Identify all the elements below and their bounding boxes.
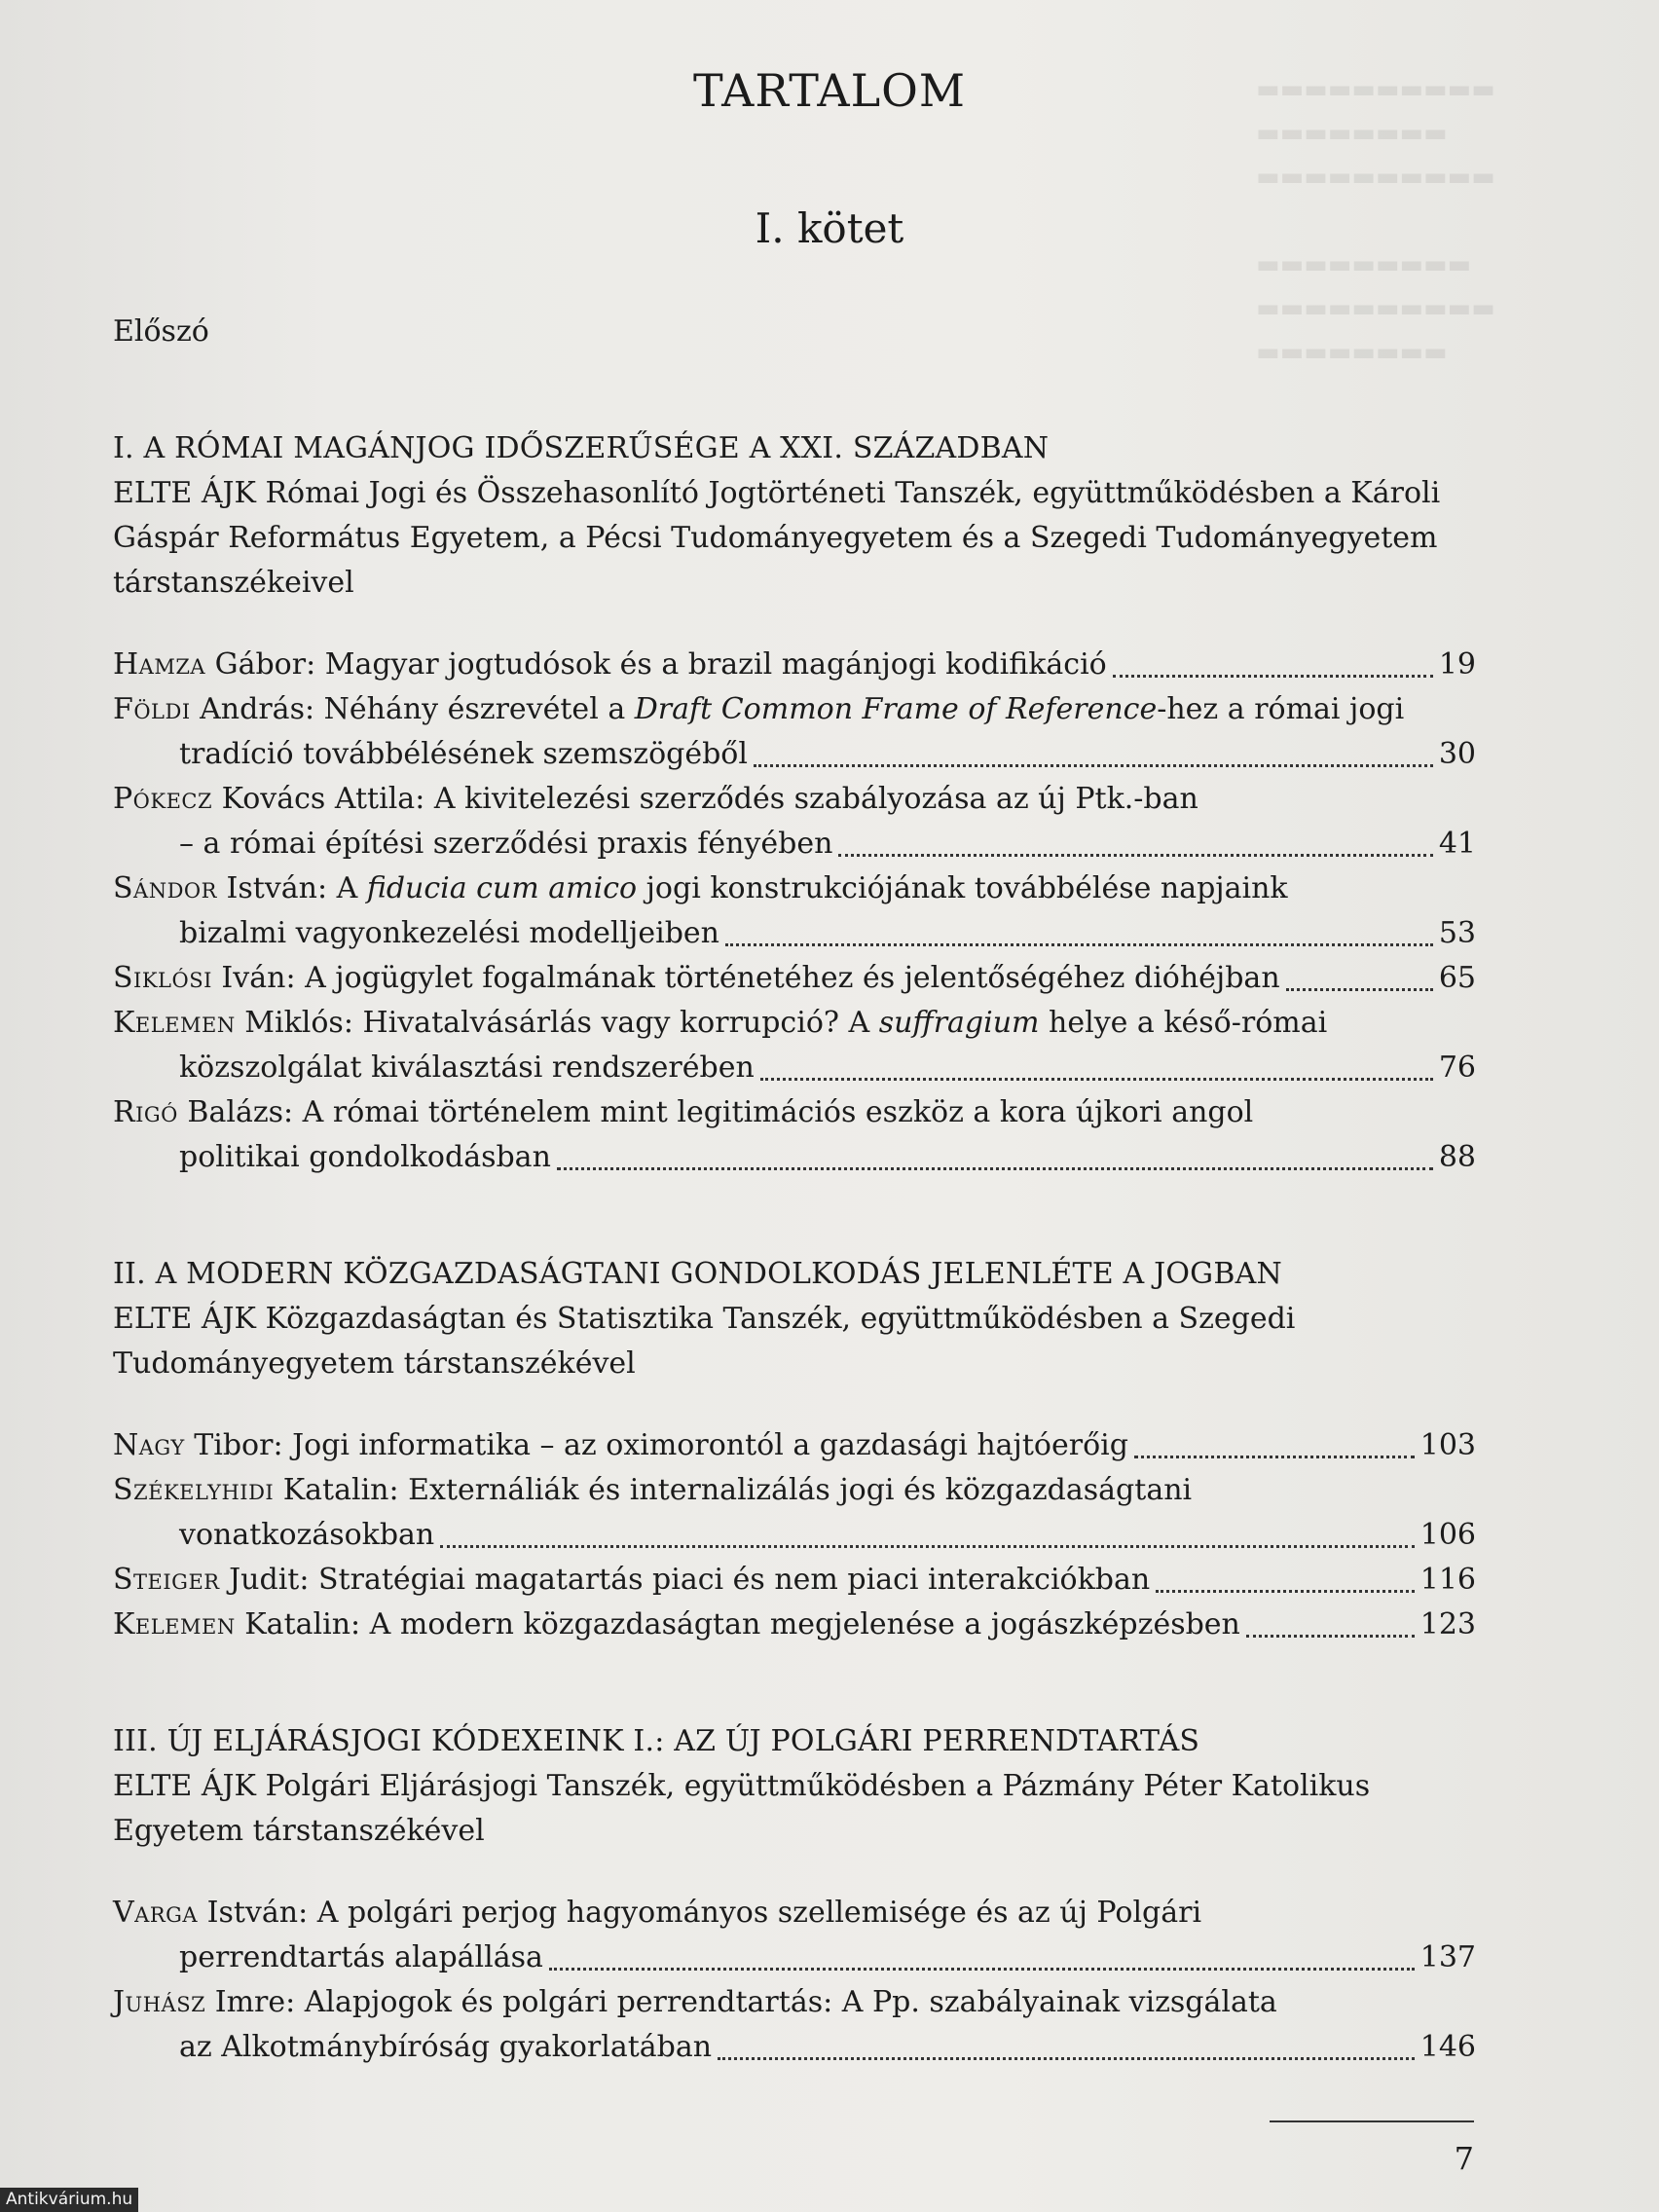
entry-title [179,822,832,866]
author-given-name: Miklós [235,1006,344,1040]
author-given-name: Katalin [274,1473,389,1507]
toc-entry [113,1468,1476,1558]
section-institution: Gáspár Református Egyetem, a Pécsi Tudományegyetem és a Szegedi Tudományegyetem [113,521,1438,555]
entry-page-number: 146 [1419,2030,1476,2064]
title-part: -hez a római jogi [1157,692,1405,726]
entry-page-number: 137 [1419,1940,1476,1974]
volume-heading: I. kötet [755,204,904,252]
title-part: közszolgálat kiválasztási rendszerében [179,1051,755,1085]
dot-leader [754,722,1433,767]
author-given-name: Kovács Attila [212,782,416,816]
author-surname: Rigó [113,1095,178,1129]
author-surname: Nagy [113,1428,185,1462]
section-institution: Egyetem társtanszékével [113,1814,485,1848]
dot-leader [1113,633,1433,678]
dot-leader [1286,946,1433,991]
title-part: : Externáliák és internalizálás jogi és közgazdaságtani [388,1473,1193,1507]
italic-title-part: fiducia cum amico [366,871,638,905]
entry-line [113,643,1476,687]
author-given-name: Judit [219,1563,300,1597]
title-part: az Alkotmánybíróság gyakorlatában [179,2030,713,2064]
entry-line [113,1936,1476,1980]
section-institution: társtanszékeivel [113,566,354,600]
entry-line [113,1135,1476,1180]
author-surname: Székelyhidi [113,1473,275,1507]
toc-entry [113,777,1476,866]
entry-title [113,643,1107,687]
dot-leader [1156,1548,1415,1593]
section-institution: ELTE ÁJK Római Jogi és Összehasonlító Jogtörténeti Tanszék, együttműködésben a Károli [113,476,1441,510]
entry-page-number: 41 [1438,827,1476,861]
toc-entry [113,1090,1476,1180]
title-part: jogi konstrukciójának továbbélése napjaink [637,871,1288,905]
title-part: : Stratégiai magatartás piaci és nem piaci interakciókban [299,1563,1151,1597]
italic-title-part: Draft Common Frame of Reference [634,692,1158,726]
entry-line [113,1046,1476,1090]
toc-entry [113,1001,1476,1090]
dot-leader [1134,1414,1415,1458]
toc-entry [113,866,1476,956]
entry-title [179,911,719,956]
entry-line [113,911,1476,956]
section-spacer [113,354,1476,426]
title-part: bizalmi vagyonkezelési modelljeiben [179,916,719,950]
italic-title-part: suffragium [878,1006,1040,1040]
author-given-name: Tibor [184,1428,274,1462]
title-part: : A modern közgazdaságtan megjelenése a jogászképzésben [350,1607,1240,1641]
entry-title [179,1135,551,1180]
section-institution: ELTE ÁJK Polgári Eljárásjogi Tanszék, együttműködésben a Pázmány Péter Katolikus [113,1769,1371,1803]
toc-section [113,1719,1476,2070]
entry-title [179,1046,755,1090]
author-surname: Siklósi [113,961,212,995]
title-part: : A [316,871,367,905]
author-given-name: István [216,871,317,905]
entry-page-number: 30 [1438,737,1476,771]
author-given-name: István [198,1896,299,1930]
entry-title [179,2025,712,2070]
toc-entry [113,956,1476,1001]
author-surname: Juhász [113,1985,206,2019]
entry-page-number: 103 [1419,1428,1476,1462]
dot-leader [718,2015,1415,2060]
section-institution: ELTE ÁJK Közgazdaságtan és Statisztika Tanszék, együttműködésben a Szegedi [113,1302,1296,1336]
page-title: TARTALOM [693,64,966,117]
section-spacer [113,1180,1476,1252]
foreword-entry: Előszó [113,314,209,349]
author-surname: Földi [113,692,191,726]
author-surname: Kelemen [113,1607,236,1641]
title-part: : A római történelem mint legitimációs eszköz a kora újkori angol [283,1095,1254,1129]
title-part: : Magyar jogtudósok és a brazil magánjogi kodifikáció [306,647,1107,682]
title-part: perrendtartás alapállása [179,1940,543,1974]
entry-title [179,1936,543,1980]
title-part: politikai gondolkodásban [179,1140,551,1174]
entry-page-number: 19 [1438,647,1476,682]
author-surname: Sándor [113,871,217,905]
author-surname: Steiger [113,1563,220,1597]
title-part: : A kivitelezési szerződés szabályozása az új Ptk.-ban [415,782,1198,816]
title-part: – a római építési szerződési praxis fényében [179,827,833,861]
dot-leader [440,1503,1414,1548]
footer-rule [1270,2120,1474,2122]
entry-title [113,1423,1128,1468]
section-heading: III. ÚJ ELJÁRÁSJOGI KÓDEXEINK I.: AZ ÚJ POLGÁRI PERRENDTARTÁS [113,1724,1200,1758]
section-heading: II. A MODERN KÖZGAZDASÁGTANI GONDOLKODÁS JELENLÉTE A JOGBAN [113,1257,1282,1291]
author-surname: Varga [113,1896,199,1930]
dot-leader [557,1125,1433,1170]
entry-line [113,1423,1476,1468]
author-surname: Kelemen [113,1006,236,1040]
entry-page-number: 76 [1438,1051,1476,1085]
entry-page-number: 65 [1438,961,1476,995]
title-part: : A jogügylet fogalmának történetéhez és jelentőségéhez dióhéjban [285,961,1280,995]
watermark-logo: Antikvárium.hu [0,2188,138,2212]
toc-section [113,426,1476,1180]
title-part: helye a késő-római [1039,1006,1328,1040]
toc-entry [113,643,1476,687]
section-institution: Tudományegyetem társtanszékével [113,1346,636,1381]
title-part: : Alapjogok és polgári perrendtartás: A Pp. szabályainak vizsgálata [285,1985,1277,2019]
title-part: : Néhány észrevétel a [304,692,635,726]
dot-leader [838,812,1432,857]
table-of-contents [113,310,1476,2070]
section-spacer [113,1854,1476,1891]
entry-page-number: 88 [1438,1140,1476,1174]
entry-line [113,1603,1476,1647]
author-given-name: Katalin [235,1607,351,1641]
entry-line [113,822,1476,866]
dot-leader [1246,1593,1415,1638]
author-surname: Hamza [113,647,206,682]
dot-leader [760,1036,1433,1081]
section-spacer [113,1647,1476,1719]
author-given-name: Gábor [205,647,307,682]
entry-title [113,956,1280,1001]
toc-entry [113,1891,1476,1980]
author-given-name: Imre [205,1985,286,2019]
show-through-text: ▬▬▬▬▬▬▬▬▬▬ ▬▬▬▬▬▬▬▬ ▬▬▬▬▬▬▬▬▬▬ ▬▬▬▬▬▬▬▬▬ ▬▬▬▬▬▬▬▬▬▬ ▬▬▬▬▬▬▬▬ [1256,75,1495,367]
entry-page-number: 123 [1419,1607,1476,1641]
author-given-name: András [190,692,305,726]
entry-line [113,2025,1476,2070]
toc-entry [113,1980,1476,2070]
entry-title [179,1513,434,1558]
author-given-name: Balázs [177,1095,284,1129]
entry-page-number: 116 [1419,1563,1476,1597]
title-part: vonatkozásokban [179,1518,435,1552]
entry-line [113,732,1476,777]
dot-leader [725,902,1433,946]
page-number: 7 [1454,2140,1474,2177]
toc-entry [113,1603,1476,1647]
entry-page-number: 106 [1419,1518,1476,1552]
section-heading: I. A RÓMAI MAGÁNJOG IDŐSZERŰSÉGE A XXI. SZÁZADBAN [113,431,1050,465]
title-part: : Hivatalvásárlás vagy korrupció? A [343,1006,879,1040]
title-part: tradíció továbbélésének szemszögéből [179,737,748,771]
entry-page-number: 53 [1438,916,1476,950]
entry-title [113,1603,1240,1647]
entry-title [179,732,748,777]
toc-entry [113,1423,1476,1468]
entry-line [113,956,1476,1001]
author-given-name: Iván [211,961,286,995]
title-part: : Jogi informatika – az oximorontól a gazdasági hajtóerőig [273,1428,1128,1462]
toc-section [113,1252,1476,1647]
dot-leader [549,1926,1415,1971]
toc-entry [113,687,1476,777]
author-surname: Pókecz [113,782,213,816]
title-part: : A polgári perjog hagyományos szellemisége és az új Polgári [298,1896,1202,1930]
entry-title [113,1558,1150,1603]
